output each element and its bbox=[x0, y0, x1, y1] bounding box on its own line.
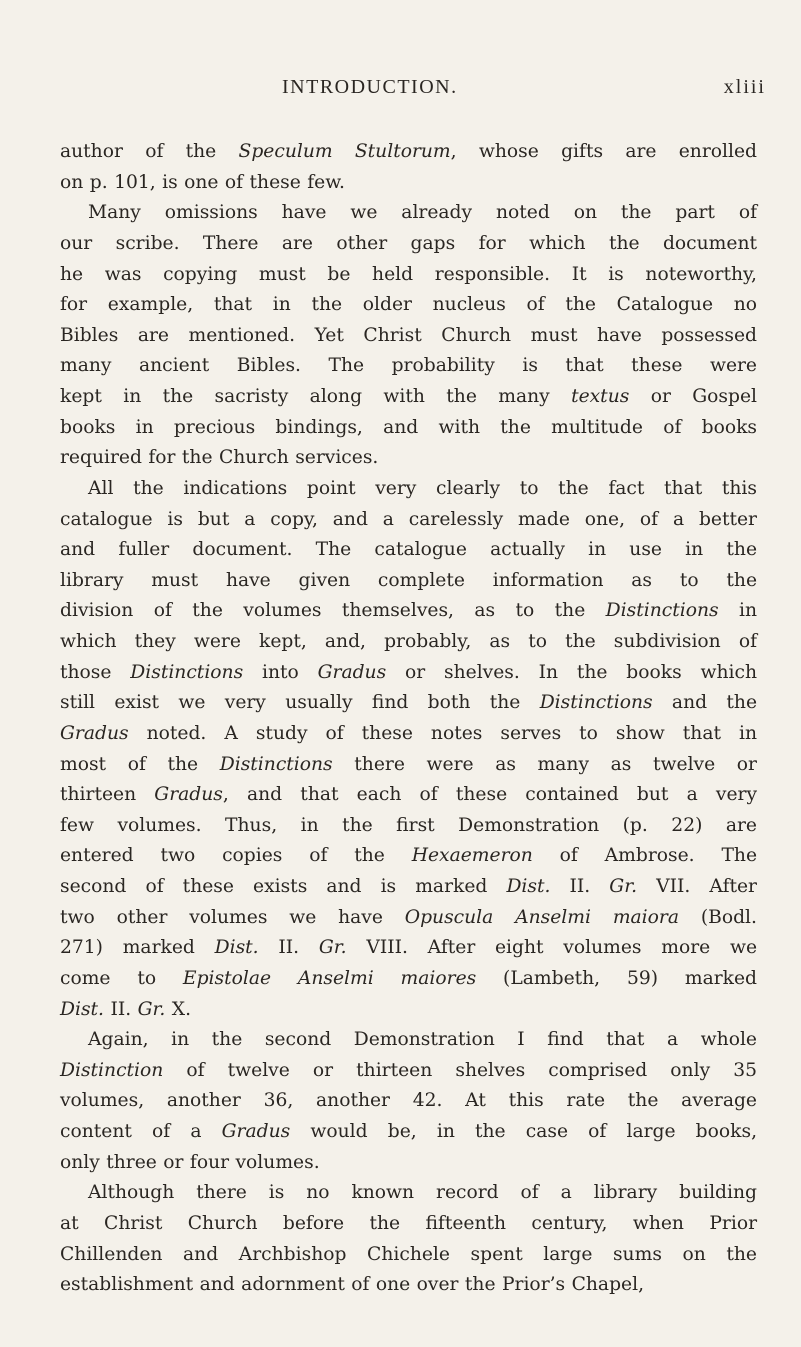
text-run: there were as many as twelve or bbox=[332, 753, 757, 775]
italic-term: Gradus bbox=[317, 661, 387, 683]
italic-term: Gradus bbox=[154, 784, 223, 806]
text-run: of twelve or thirteen shelves comprised only 35 bbox=[163, 1059, 757, 1081]
text-line bbox=[60, 1270, 757, 1301]
text-line bbox=[60, 933, 757, 964]
text-run: volumes, another 36, another 42. At this rate the average bbox=[60, 1090, 757, 1112]
text-run: , and that each of these contained but a very bbox=[222, 784, 757, 806]
text-line bbox=[60, 1148, 757, 1179]
text-line bbox=[60, 872, 757, 903]
italic-term: Distinctions bbox=[605, 600, 719, 622]
running-title: INTRODUCTION. bbox=[282, 76, 458, 98]
text-run: Again, in the second Demonstration I find that a whole bbox=[88, 1029, 757, 1051]
text-line bbox=[60, 321, 757, 352]
text-run: division of the volumes themselves, as to the bbox=[60, 600, 606, 622]
italic-term: Gr. bbox=[137, 998, 166, 1020]
text-line bbox=[60, 382, 757, 413]
text-line bbox=[60, 964, 757, 995]
text-run: come to bbox=[60, 967, 183, 989]
italic-term: Opuscula Anselmi maiora bbox=[404, 906, 679, 928]
text-run: All the indications point very clearly to the fact that this bbox=[88, 477, 757, 499]
text-run: , whose gifts are enrolled bbox=[450, 141, 757, 162]
text-run: Many omissions have we already noted on the part of bbox=[88, 202, 757, 224]
text-line bbox=[60, 351, 757, 382]
text-line bbox=[60, 719, 757, 750]
text-run: on p. 101, is one of these few. bbox=[60, 171, 345, 193]
text-run: of Ambrose. The bbox=[532, 845, 758, 867]
text-run: kept in the sacristy along with the many bbox=[60, 386, 572, 407]
text-run: into bbox=[243, 661, 318, 683]
text-line bbox=[60, 1240, 757, 1271]
italic-term: textus bbox=[571, 386, 630, 407]
text-run: books in precious bindings, and with the multitude of books bbox=[60, 416, 757, 438]
text-line bbox=[60, 841, 757, 872]
text-line bbox=[60, 474, 757, 505]
text-line bbox=[60, 1056, 757, 1087]
text-run: II. bbox=[258, 937, 319, 959]
text-line bbox=[60, 811, 757, 842]
text-run: content of a bbox=[60, 1121, 222, 1142]
text-run: only three or four volumes. bbox=[60, 1151, 320, 1173]
text-run: catalogue is but a copy, and a carelessly made one, of a better bbox=[60, 508, 757, 530]
italic-term: Distinctions bbox=[539, 692, 653, 714]
italic-term: Speculum Stultorum bbox=[238, 141, 451, 162]
text-run: still exist we very usually find both the bbox=[60, 692, 540, 714]
text-run: he was copying must be held responsible. It is noteworthy, bbox=[60, 263, 757, 285]
text-line bbox=[60, 566, 757, 597]
text-line bbox=[60, 627, 757, 658]
text-run: second of these exists and is marked bbox=[60, 876, 507, 897]
text-run: in bbox=[718, 600, 757, 622]
text-line bbox=[60, 1117, 757, 1148]
text-run: those bbox=[60, 661, 131, 683]
italic-term: Distinction bbox=[60, 1059, 164, 1081]
text-run: required for the Church services. bbox=[60, 447, 379, 469]
text-run: entered two copies of the bbox=[60, 845, 412, 867]
text-run: most of the bbox=[60, 753, 220, 775]
text-line bbox=[60, 168, 757, 199]
text-line bbox=[60, 596, 757, 627]
text-line bbox=[60, 505, 757, 536]
text-line bbox=[60, 750, 757, 781]
text-line bbox=[60, 260, 757, 291]
text-run: or shelves. In the books which bbox=[386, 661, 758, 683]
text-run: X. bbox=[165, 998, 192, 1020]
text-run: Bibles are mentioned. Yet Christ Church must have possessed bbox=[60, 324, 757, 346]
text-line bbox=[60, 413, 757, 444]
text-run: (Bodl. bbox=[678, 906, 757, 928]
text-run: or Gospel bbox=[629, 386, 758, 407]
text-line bbox=[60, 1209, 757, 1240]
text-run: II. bbox=[550, 876, 610, 897]
italic-term: Hexaemeron bbox=[411, 845, 533, 867]
text-run: noted. A study of these notes serves to show that in bbox=[128, 722, 757, 744]
page-number: xliii bbox=[723, 76, 766, 98]
text-run: for example, that in the older nucleus of the Catalogue no bbox=[60, 294, 757, 316]
body-text bbox=[60, 137, 757, 1301]
italic-term: Dist. bbox=[60, 998, 104, 1020]
text-line bbox=[60, 995, 757, 1026]
text-line bbox=[60, 903, 757, 934]
text-run: which they were kept, and, probably, as to the subdivision of bbox=[60, 631, 757, 652]
text-run: few volumes. Thus, in the first Demonstration (p. 22) are bbox=[60, 814, 757, 836]
italic-term: Dist. bbox=[214, 937, 259, 959]
text-line bbox=[60, 1178, 757, 1209]
italic-term: Gradus bbox=[60, 722, 129, 744]
text-line bbox=[60, 137, 757, 168]
text-run: 271) marked bbox=[60, 937, 215, 959]
text-run: author of the bbox=[60, 141, 239, 162]
text-run: II. bbox=[104, 998, 138, 1020]
text-line bbox=[60, 443, 757, 474]
italic-term: Gr. bbox=[609, 876, 638, 897]
text-run: VII. After bbox=[637, 876, 757, 897]
text-line bbox=[60, 780, 757, 811]
text-run: many ancient Bibles. The probability is that these were bbox=[60, 355, 757, 377]
text-run: at Christ Church before the fifteenth century, when Prior bbox=[60, 1212, 757, 1234]
italic-term: Gradus bbox=[221, 1121, 291, 1142]
text-run: establishment and adornment of one over the Prior’s Chapel, bbox=[60, 1274, 645, 1296]
italic-term: Gr. bbox=[318, 937, 347, 959]
text-line bbox=[60, 1086, 757, 1117]
text-run: Although there is no known record of a library building bbox=[88, 1182, 757, 1204]
text-run: would be, in the case of large books, bbox=[290, 1121, 758, 1142]
text-line bbox=[60, 290, 757, 321]
text-run: thirteen bbox=[60, 784, 155, 806]
text-line bbox=[60, 535, 757, 566]
text-run: and fuller document. The catalogue actually in use in the bbox=[60, 539, 757, 561]
text-run: VIII. After eight volumes more we bbox=[346, 937, 758, 959]
running-header bbox=[60, 76, 766, 106]
text-line bbox=[60, 658, 757, 689]
text-line bbox=[60, 1025, 757, 1056]
text-line bbox=[60, 229, 757, 260]
text-line bbox=[60, 198, 757, 229]
italic-term: Distinctions bbox=[219, 753, 333, 775]
italic-term: Epistolae Anselmi maiores bbox=[182, 967, 477, 989]
italic-term: Distinctions bbox=[130, 661, 244, 683]
text-run: (Lambeth, 59) marked bbox=[476, 967, 757, 989]
italic-term: Dist. bbox=[506, 876, 551, 897]
text-line bbox=[60, 688, 757, 719]
text-run: Chillenden and Archbishop Chichele spent large sums on the bbox=[60, 1243, 757, 1265]
text-run: and the bbox=[652, 692, 758, 714]
text-run: our scribe. There are other gaps for which the document bbox=[60, 232, 757, 254]
text-run: library must have given complete information as to the bbox=[60, 569, 757, 591]
text-run: two other volumes we have bbox=[60, 906, 405, 928]
